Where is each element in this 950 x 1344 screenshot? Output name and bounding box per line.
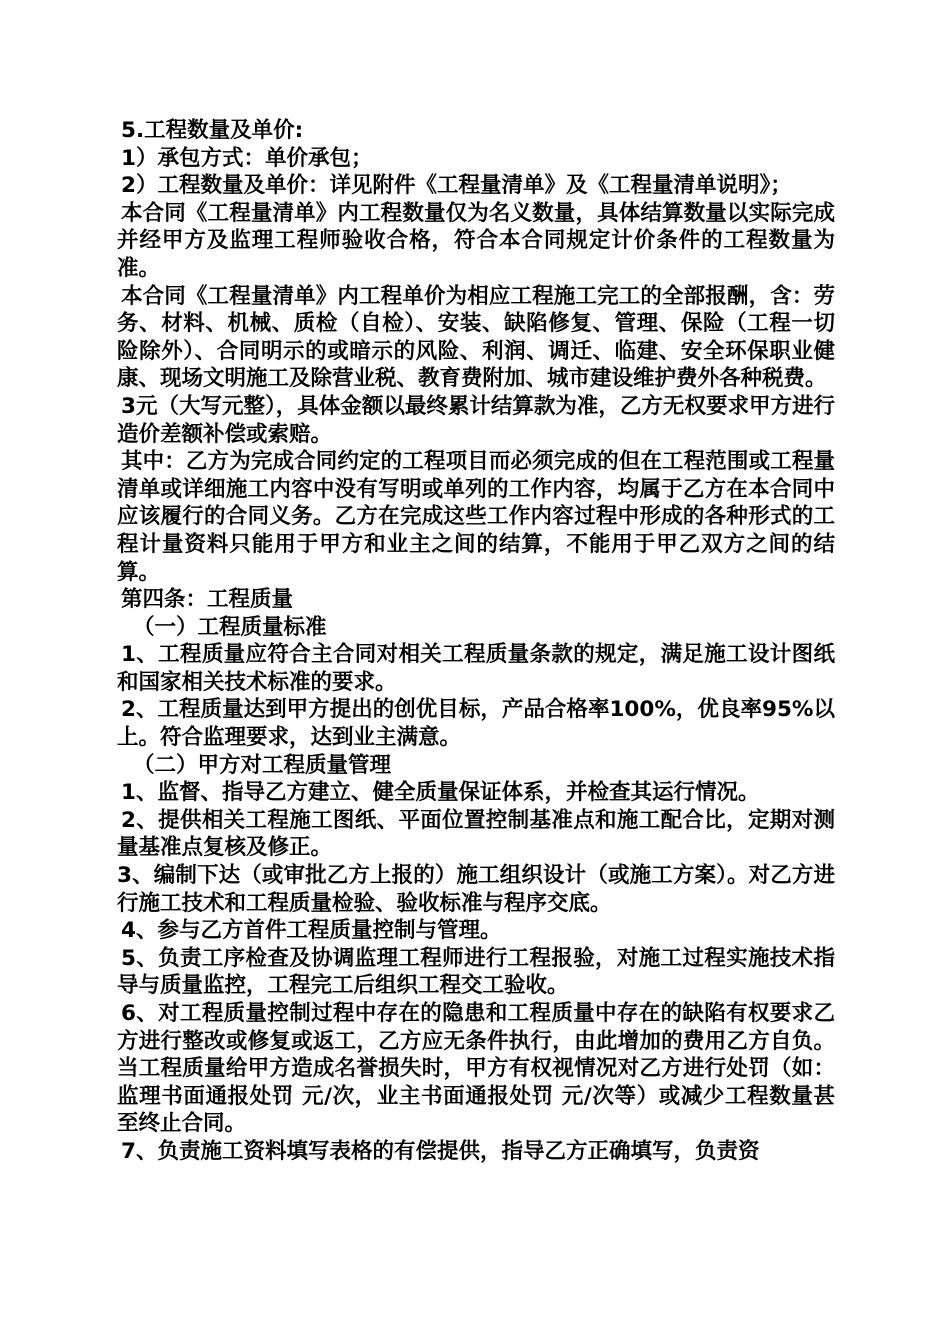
obligation-clause: 其中：乙方为完成合同约定的工程项目而必须完成的但在工程范围或工程量清单或详细施工内容中没有写明或单列的工作内容，均属于乙方在本合同中应该履行的合同义务。乙方在完成这些工作内容过程中形成的各种形式的工程计量资料只能用于甲方和业主之间的结算，不能用于甲乙双方之间的结算。: [117, 449, 835, 585]
management-item-1: 1、监督、指导乙方建立、健全质量保证体系，并检查其运行情况。: [121, 780, 760, 806]
management-item-6: 6、对工程质量控制过程中存在的隐患和工程质量中存在的缺陷有权要求乙方进行整改或修复或返工，乙方应无条件执行，由此增加的费用乙方自负。当工程质量给甲方造成名誉损失时，甲方有权视情况对乙方进行处罚（如：监理书面通报处罚 元/次，业主书面通报处罚 元/次等）或减少工程数量甚至终止合同。: [117, 1001, 835, 1137]
section-quality-standard: （一）工程质量标准: [133, 614, 327, 640]
management-item-2: 2、提供相关工程施工图纸、平面位置控制基准点和施工配合比，定期对测量基准点复核及修正。: [117, 807, 835, 861]
heading-quantity-price: 5.工程数量及单价:: [121, 118, 304, 143]
quality-item-2: 2、工程质量达到甲方提出的创优目标，产品合格率100%，优良率95%以上。符合监理要求，达到业主满意。: [117, 697, 835, 751]
quantity-price-detail: 2）工程数量及单价：详见附件《工程量清单》及《工程量清单说明》；: [121, 173, 792, 199]
unit-price-clause: 本合同《工程量清单》内工程单价为相应工程施工完工的全部报酬，含：劳务、材料、机械、质检（自检）、安装、缺陷修复、管理、保险（工程一切险除外）、合同明示的或暗示的风险、利润、调迁、临建、安全环保职业健康、现场文明施工及除营业税、教育费附加、城市建设维护费外各种税费。: [117, 283, 835, 392]
quality-item-1: 1、工程质量应符合主合同对相关工程质量条款的规定，满足施工设计图纸和国家相关技术标准的要求。: [117, 642, 835, 695]
document-page: [117, 117, 835, 1166]
management-item-7: 7、负责施工资料填写表格的有偿提供，指导乙方正确填写，负责资: [121, 1138, 760, 1164]
contract-amount-clause: 3元（大写元整），具体金额以最终累计结算款为准，乙方无权要求甲方进行造价差额补偿或索赔。: [117, 393, 835, 447]
nominal-quantity-clause: 本合同《工程量清单》内工程数量仅为名义数量，具体结算数量以实际完成并经甲方及监理工程师验收合格，符合本合同规定计价条件的工程数量为准。: [117, 200, 835, 281]
management-item-3: 3、编制下达（或审批乙方上报的）施工组织设计（或施工方案）。对乙方进行施工技术和工程质量检验、验收标准与程序交底。: [117, 863, 835, 916]
article-four-title: 第四条：工程质量: [121, 587, 294, 613]
contract-method: 1）承包方式：单价承包；: [121, 145, 373, 171]
management-item-5: 5、负责工序检查及协调监理工程师进行工程报验，对施工过程实施技术指导与质量监控，工程完工后组织工程交工验收。: [117, 945, 835, 999]
section-quality-management: （二）甲方对工程质量管理: [133, 752, 392, 778]
management-item-4: 4、参与乙方首件工程质量控制与管理。: [121, 918, 502, 944]
